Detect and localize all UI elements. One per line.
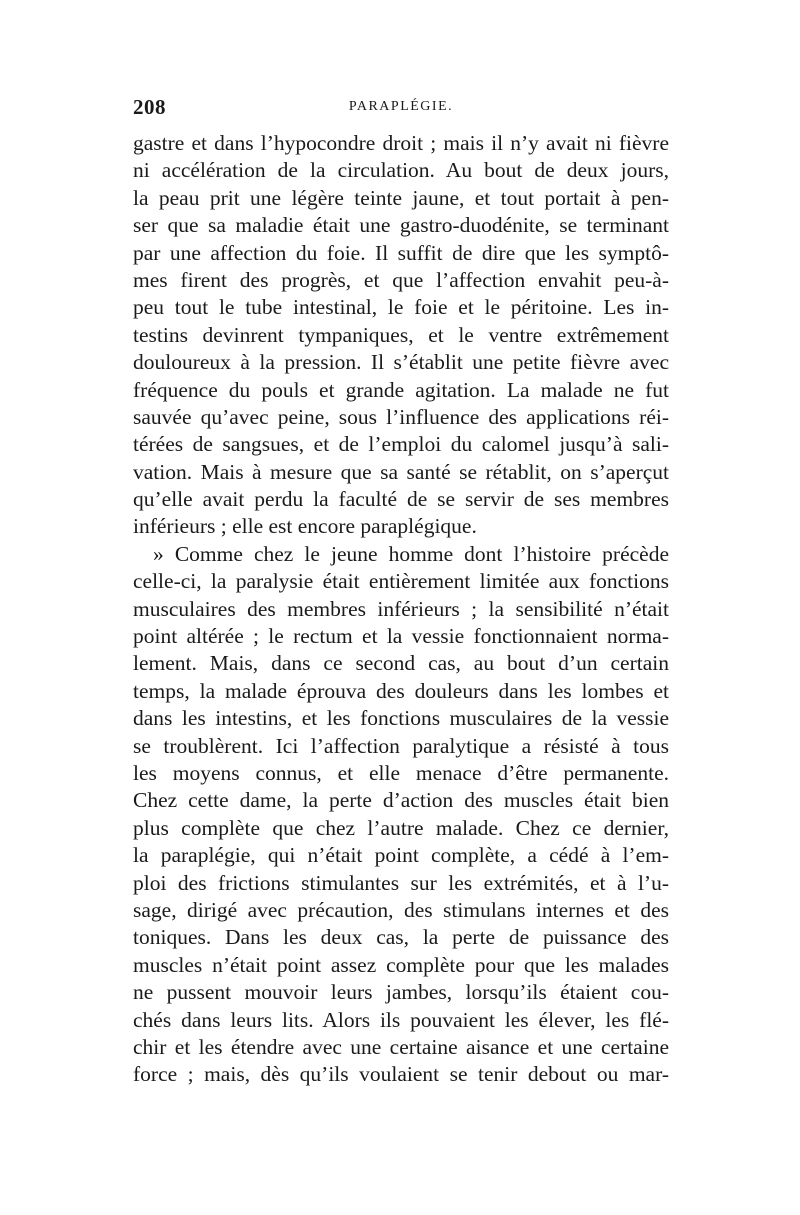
text-line: chir et les étendre avec une certaine aisance et une certaine [133, 1034, 669, 1059]
text-line: toniques. Dans les deux cas, la perte de puissance des [133, 925, 669, 950]
text-line: force ; mais, dès qu’ils voulaient se tenir debout ou mar- [133, 1062, 669, 1087]
text-line: ne pussent mouvoir leurs jambes, lorsqu’ils étaient cou- [133, 980, 669, 1005]
text-line: testins devinrent tympaniques, et le ventre extrêmement [133, 322, 669, 347]
text-line: térées de sangsues, et de l’emploi du calomel jusqu’à sali- [133, 432, 669, 457]
page-number: 208 [133, 95, 166, 119]
body-text [133, 130, 669, 1089]
running-title: PARAPLÉGIE. [348, 99, 454, 114]
text-line: musculaires des membres inférieurs ; la sensibilité n’était [133, 596, 669, 621]
text-line: point altérée ; le rectum et la vessie fonctionnaient norma- [133, 624, 669, 649]
paragraph-2 [133, 541, 669, 1089]
text-line: fréquence du pouls et grande agitation. La malade ne fut [133, 377, 669, 402]
text-line: inférieurs ; elle est encore paraplégique. [133, 514, 477, 539]
text-line: sauvée qu’avec peine, sous l’influence des applications réi- [133, 404, 669, 429]
text-line: ni accélération de la circulation. Au bout de deux jours, [133, 158, 669, 183]
page-header [133, 95, 669, 121]
text-line: » Comme chez le jeune homme dont l’histoire précède [153, 541, 669, 566]
text-line: ploi des frictions stimulantes sur les extrémités, et à l’u- [133, 870, 669, 895]
text-line: temps, la malade éprouva des douleurs dans les lombes et [133, 678, 669, 703]
text-line: vation. Mais à mesure que sa santé se rétablit, on s’aperçut [133, 459, 669, 484]
text-line: la paraplégie, qui n’était point complète, a cédé à l’em- [133, 843, 669, 868]
text-line: Chez cette dame, la perte d’action des muscles était bien [133, 788, 669, 813]
text-line: muscles n’était point assez complète pour que les malades [133, 952, 669, 977]
paragraph-1 [133, 130, 669, 541]
text-line: se troublèrent. Ici l’affection paralytique a résisté à tous [133, 733, 669, 758]
text-line: par une affection du foie. Il suffit de dire que les symptô- [133, 240, 669, 265]
text-line: lement. Mais, dans ce second cas, au bout d’un certain [133, 651, 669, 676]
text-line: la peau prit une légère teinte jaune, et tout portait à pen- [133, 185, 669, 210]
text-line: gastre et dans l’hypocondre droit ; mais il n’y avait ni fièvre [133, 131, 669, 155]
text-line: celle-ci, la paralysie était entièrement limitée aux fonctions [133, 569, 669, 594]
text-line: sage, dirigé avec précaution, des stimulans internes et des [133, 897, 669, 922]
text-line: qu’elle avait perdu la faculté de se servir de ses membres [133, 487, 669, 512]
text-line: peu tout le tube intestinal, le foie et le péritoine. Les in- [133, 295, 669, 320]
text-line: mes firent des progrès, et que l’affection envahit peu-à- [133, 267, 669, 292]
text-line: chés dans leurs lits. Alors ils pouvaient les élever, les flé- [133, 1007, 669, 1032]
text-line: plus complète que chez l’autre malade. Chez ce dernier, [133, 815, 669, 840]
text-line: les moyens connus, et elle menace d’être permanente. [133, 760, 669, 785]
text-line: dans les intestins, et les fonctions musculaires de la vessie [133, 706, 669, 731]
text-line: ser que sa maladie était une gastro-duodénite, se terminant [133, 213, 669, 238]
text-line: douloureux à la pression. Il s’établit une petite fièvre avec [133, 350, 669, 375]
